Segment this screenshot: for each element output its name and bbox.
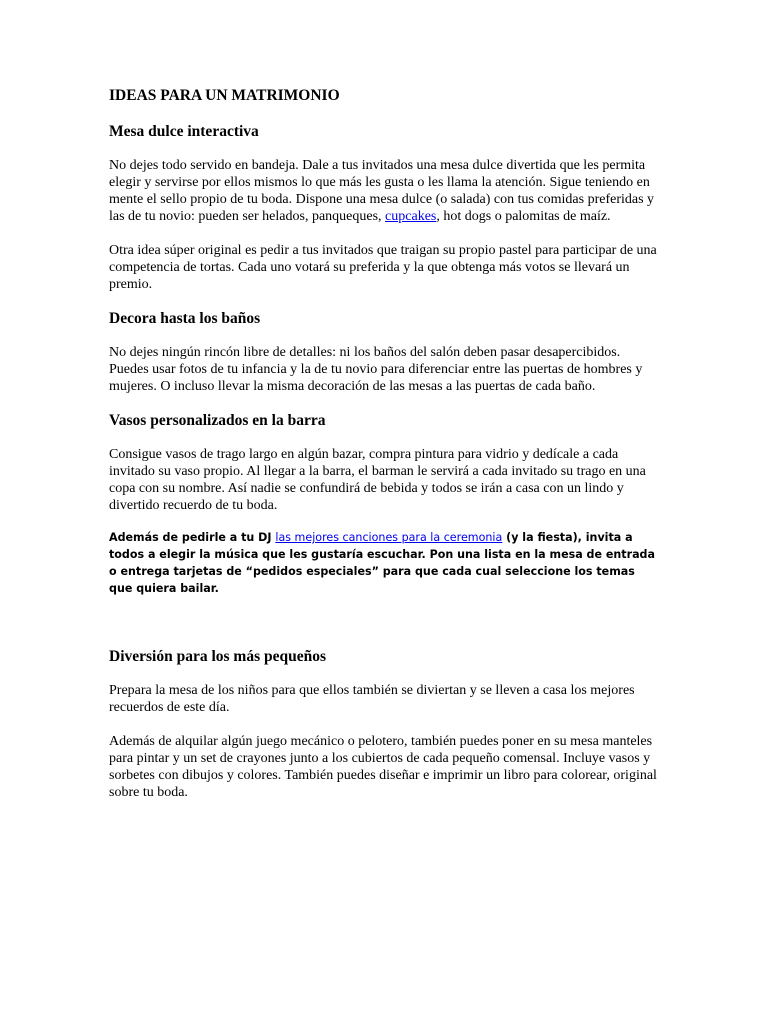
note-text: Además de pedirle a tu DJ — [109, 531, 276, 544]
paragraph-vasos-1: Consigue vasos de trago largo en algún bazar, compra pintura para vidrio y dedícale a cada invitado su vaso propio. Al llegar a la barra, el barman le servirá a cada invitado su trago en una copa con su nombre. Así nadie se confundirá de bebida y todos se irán a casa con un lindo y divertido recuerdo de tu boda. — [109, 447, 646, 513]
document-content — [109, 86, 661, 801]
paragraph-banos-1: No dejes ningún rincón libre de detalles: ni los baños del salón deben pasar desapercibidos. Puedes usar fotos de tu infancia y la de tu novio para diferenciar entre las puertas de hombres y mujeres. O incluso llevar la misma decoración de las mesas a las puertas de cada baño. — [109, 345, 643, 394]
paragraph-diversion-1: Prepara la mesa de los niños para que ellos también se diviertan y se lleven a casa los mejores recuerdos de este día. — [109, 683, 635, 715]
cupcakes-link[interactable]: cupcakes — [385, 209, 437, 224]
section-heading-vasos: Vasos personalizados en la barra — [109, 412, 326, 429]
paragraph-dj-note — [109, 529, 661, 597]
section-heading-mesa-dulce: Mesa dulce interactiva — [109, 123, 259, 140]
paragraph-text: , hot dogs o palomitas de maíz. — [436, 209, 611, 224]
paragraph-text: No dejes todo servido en bandeja. Dale a tus invitados una mesa dulce divertida que les permita elegir y servirse por ellos mismos lo que más les gusta o les llama la atención. Sigue teniendo en mente el sello propio de tu boda. Dispone una mesa dulce (o salada) con tus comidas preferidas y las de tu novio: pueden ser helados, panqueques, — [109, 158, 655, 224]
note-text: (y la fiesta), invita a todos a elegir la música que les gustaría escuchar. Pon una lista en la mesa de entrada o entrega tarjetas de “pedidos especiales” para que cada cual seleccione los temas que quiera bailar. — [109, 531, 655, 595]
paragraph-mesa-dulce-1 — [109, 157, 661, 225]
dj-note — [109, 529, 661, 597]
document-title: IDEAS PARA UN MATRIMONIO — [109, 87, 340, 104]
paragraph-mesa-dulce-2: Otra idea súper original es pedir a tus invitados que traigan su propio pastel para participar de una competencia de tortas. Cada uno votará su preferida y la que obtenga más votos se llevará un premio. — [109, 243, 657, 292]
section-heading-diversion: Diversión para los más pequeños — [109, 648, 327, 665]
canciones-ceremonia-link[interactable]: las mejores canciones para la ceremonia — [275, 531, 503, 544]
paragraph-diversion-2: Además de alquilar algún juego mecánico o pelotero, también puedes poner en su mesa manteles para pintar y un set de crayones junto a los cubiertos de cada pequeño comensal. Incluye vasos y sorbetes con dibujos y colores. También puedes diseñar e imprimir un libro para colorear, original sobre tu boda. — [109, 734, 657, 800]
section-heading-banos: Decora hasta los baños — [109, 310, 261, 327]
